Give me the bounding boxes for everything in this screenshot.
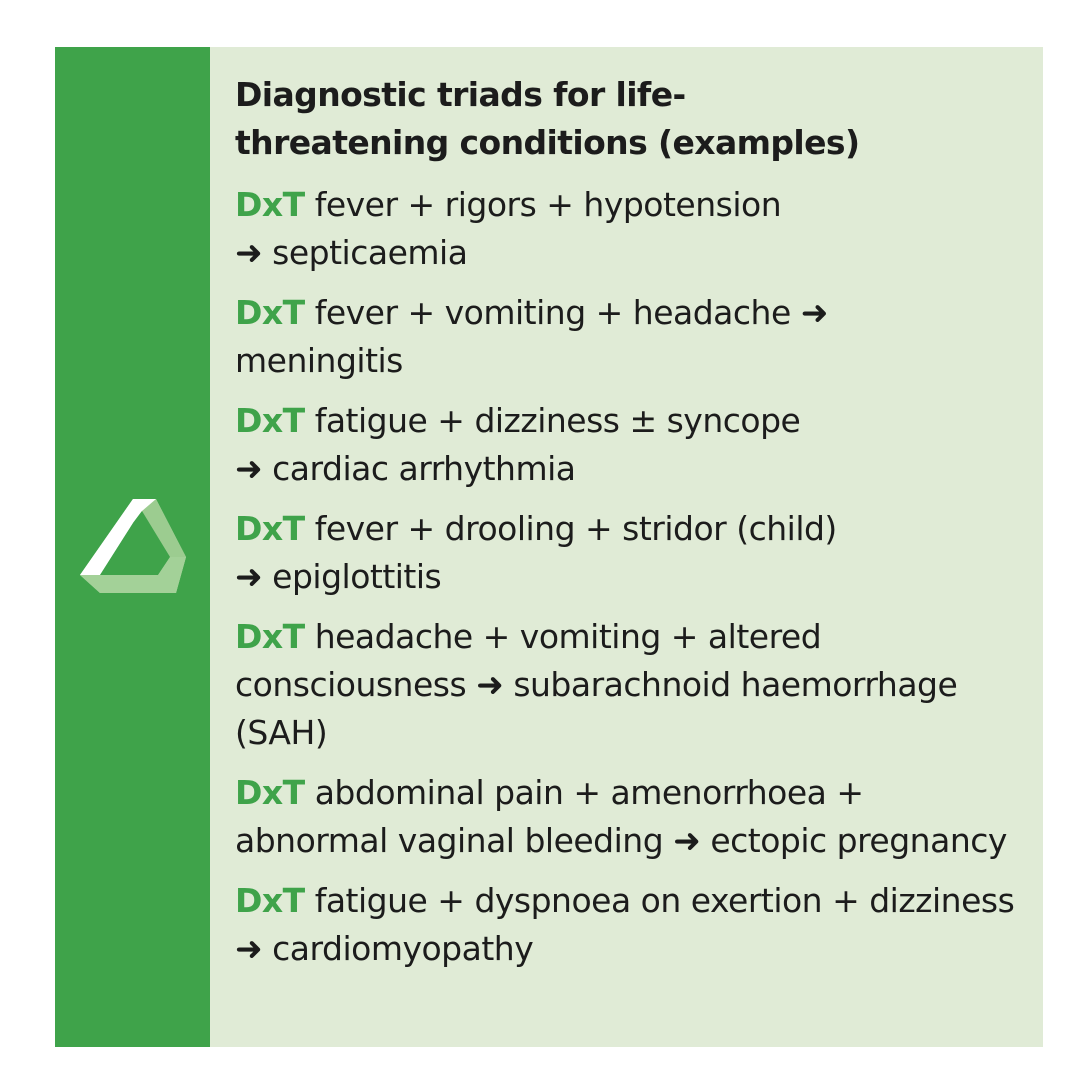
triad-text: fatigue + dyspnoea on exertion + dizziness — [314, 881, 1015, 920]
triad-result: subarachnoid haemorrhage (SAH) — [235, 665, 958, 752]
content-panel — [210, 47, 1043, 1047]
dxt-tag: DxT — [235, 617, 305, 656]
triad-text: fever + rigors + hypotension — [314, 185, 782, 224]
box-title: Diagnostic triads for life-threatening conditions (examples) — [235, 75, 860, 162]
triad-result: septicaemia — [272, 233, 468, 272]
arrow-icon: ➜ — [673, 821, 701, 860]
triad-result: cardiomyopathy — [272, 929, 534, 968]
triad-entry — [235, 613, 1021, 757]
dxt-tag: DxT — [235, 185, 305, 224]
side-stripe — [55, 47, 210, 1047]
dxt-tag: DxT — [235, 881, 305, 920]
triad-text: fever + drooling + stridor (child) — [314, 509, 837, 548]
triad-result: meningitis — [235, 341, 403, 380]
triad-text: fever + vomiting + headache — [314, 293, 791, 332]
triad-entry — [235, 505, 1021, 601]
triangle-icon — [80, 497, 186, 593]
triad-result: cardiac arrhythmia — [272, 449, 576, 488]
triad-entry — [235, 769, 1021, 865]
dxt-tag: DxT — [235, 509, 305, 548]
arrow-icon: ➜ — [476, 665, 504, 704]
triad-text: fatigue + dizziness ± syncope — [314, 401, 801, 440]
triad-entry — [235, 289, 1021, 385]
triad-result: ectopic pregnancy — [710, 821, 1007, 860]
dxt-tag: DxT — [235, 293, 305, 332]
arrow-icon: ➜ — [235, 233, 263, 272]
triad-result: epiglottitis — [272, 557, 442, 596]
triads-box — [55, 47, 1043, 1047]
triad-text: abdominal pain + amenorrhoea + abnormal vaginal bleeding — [235, 773, 864, 860]
dxt-tag: DxT — [235, 773, 305, 812]
arrow-icon: ➜ — [800, 293, 828, 332]
triad-text: headache + vomiting + altered consciousness — [235, 617, 822, 704]
triad-entry — [235, 877, 1021, 973]
arrow-icon: ➜ — [235, 449, 263, 488]
triad-entry — [235, 181, 1021, 277]
triad-entry — [235, 397, 1021, 493]
arrow-icon: ➜ — [235, 557, 263, 596]
arrow-icon: ➜ — [235, 929, 263, 968]
dxt-tag: DxT — [235, 401, 305, 440]
